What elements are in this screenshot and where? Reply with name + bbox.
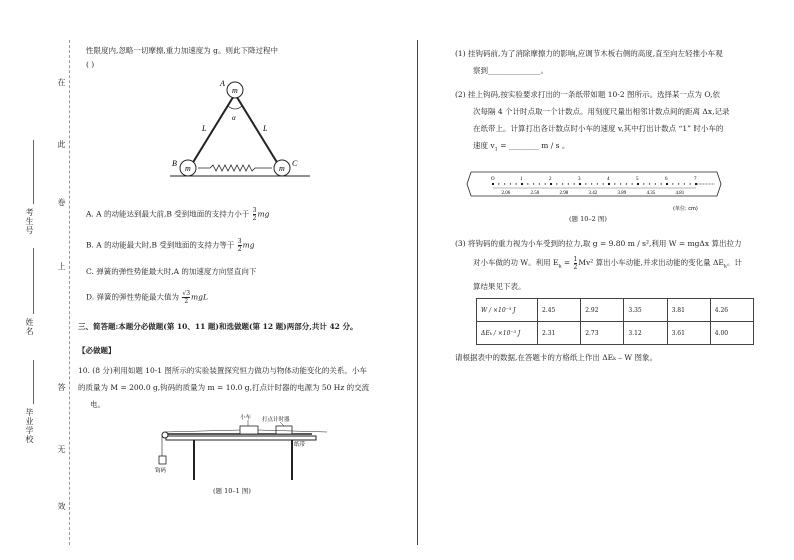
timing-dot — [706, 184, 707, 185]
option-B-frac-den: 2 — [237, 246, 242, 253]
q10-part2 — [455, 86, 729, 159]
timing-dot — [620, 183, 621, 184]
table-cell: 4.26 — [710, 299, 753, 322]
timing-dot — [614, 183, 615, 184]
table-cell: 3.12 — [624, 322, 667, 345]
option-C: C. 弹簧的弹性势能最大时,A 的加速度方向竖直向下 — [86, 267, 257, 276]
timing-dot — [699, 184, 700, 185]
q2-answer-blank[interactable]: = ________ m / s 。 — [497, 141, 570, 150]
work-energy-table — [476, 298, 754, 345]
angle-arc — [228, 106, 242, 109]
label-m-B: m — [185, 164, 191, 173]
q3-line-3: 算结果见下表。 — [473, 281, 526, 291]
q3-frac-den: 2 — [573, 263, 578, 271]
timing-dot — [603, 183, 604, 184]
q3-line-2: 对小车做的功 W。利用 $E_k$ = $\frac{1}{2}$ Mv² 算出小车动能,并求出动能的变化量 $\Delta E_k$。计 — [473, 255, 742, 271]
label-L-left: L — [202, 124, 207, 133]
timing-dot — [643, 183, 644, 184]
option-D — [86, 290, 208, 305]
distance-label: 2.06 — [501, 191, 511, 196]
q2-line-2: 次每隔 4 个计时点取一个计数点。用刻度尺量出相邻计数点间的距离 Δx,记录 — [473, 107, 730, 116]
timing-dot — [591, 183, 592, 184]
q1-answer-blank[interactable]: ______________ — [488, 66, 541, 75]
spring — [198, 165, 272, 171]
section-3-heading: 三、简答题:本题分必做题(第 10、11 题)和选做题(第 12 题)两部分,共计 42 分。 — [78, 322, 358, 331]
timing-dot — [672, 183, 673, 184]
q3-frac-num: 1 — [573, 255, 578, 263]
option-A-frac-den: 2 — [252, 215, 257, 222]
seal-char: 答 — [57, 383, 66, 392]
label-tape: 纸带 — [294, 442, 306, 448]
count-point — [608, 183, 610, 185]
option-D-frac-num: √3 — [182, 290, 191, 297]
seal-char: 此 — [57, 140, 66, 149]
cart — [240, 426, 258, 434]
timing-dot — [712, 184, 713, 185]
label-C: C — [292, 159, 298, 168]
option-D-tail: mgL — [191, 292, 208, 302]
option-A-tail: mg — [257, 209, 270, 219]
timing-dot — [568, 183, 569, 184]
table-cell: 2.45 — [538, 299, 581, 322]
timing-dot — [708, 184, 709, 185]
seal-char: 无 — [57, 445, 66, 454]
school-line — [33, 360, 34, 404]
count-point-label: 4 — [607, 177, 610, 182]
caption-10-1: (题 10–1 图) — [213, 487, 251, 495]
option-B-text: B. A 的动能最大时,B 受到地面的支持力等于 — [86, 240, 237, 250]
timing-dot — [539, 183, 540, 184]
q9-stem: 性限度内,忽略一切摩擦,重力加速度为 g。则此下降过程中 — [86, 46, 278, 55]
option-B-tail: mg — [242, 240, 255, 250]
count-point — [579, 183, 581, 185]
table-cell: 3.81 — [667, 299, 710, 322]
timing-dot — [516, 183, 517, 184]
timing-dot — [655, 183, 656, 184]
timing-dot — [533, 183, 534, 184]
table-cell: 2.92 — [581, 299, 624, 322]
exam-number-label: 考生号 — [25, 208, 34, 235]
count-point — [637, 183, 639, 185]
count-point — [695, 183, 697, 185]
option-D-text: D. 弹簧的弹性势能最大值为 — [86, 292, 182, 302]
figure-10-2-tape — [463, 166, 725, 214]
timing-dot — [527, 183, 528, 184]
timing-dot — [574, 183, 575, 184]
label-weight: 钩码 — [155, 468, 167, 474]
q10-line-3: 电。 — [90, 400, 105, 409]
timing-dot — [697, 184, 698, 185]
q10-stem — [78, 362, 369, 413]
count-point-label: 1 — [520, 177, 523, 182]
row-header-dEk: ΔEₖ / ×10⁻³ J — [477, 322, 538, 345]
name-label: 姓名 — [25, 318, 34, 336]
q10-line-1: 10. (8 分)利用如题 10-1 图所示的实验装置探究恒力做功与物体动能变化的关系。小车 — [78, 366, 367, 375]
label-alpha: α — [232, 114, 236, 122]
option-B-frac-num: 3 — [237, 238, 242, 245]
tape-unit: (单位: cm) — [673, 206, 698, 212]
count-point-label: 6 — [665, 177, 668, 182]
seal-char: 卷 — [57, 198, 66, 207]
timing-dot — [632, 183, 633, 184]
count-point — [492, 183, 494, 185]
q10-part3 — [455, 235, 742, 295]
seal-char: 在 — [57, 78, 66, 87]
count-point-label: 2 — [549, 177, 552, 182]
q2-line-1: (2) 挂上钩码,按实验要求打出的一条纸带如题 10-2 图所示。选择某一点为 O,依 — [455, 90, 720, 99]
paper-tape — [258, 430, 327, 432]
q2-line-3: 在纸带上。计算打出各计数点时小车的速度 v,其中打出计数点 “1” 时小车的 — [473, 124, 724, 133]
label-m-A: m — [232, 86, 238, 95]
seal-char: 上 — [57, 262, 66, 271]
timing-dot — [711, 184, 712, 185]
option-A-text: A. A 的动能达到最大前,B 受到地面的支持力小于 — [86, 209, 252, 219]
count-point — [550, 183, 552, 185]
figure-10-1-apparatus — [152, 412, 337, 484]
column-divider — [417, 40, 418, 545]
distance-label: 2.98 — [559, 191, 569, 196]
table-row — [477, 322, 754, 345]
table-top — [166, 436, 316, 440]
timing-dot — [504, 183, 505, 184]
label-m-C: m — [279, 164, 285, 173]
timing-dot — [498, 183, 499, 184]
required-heading: 【必做题】 — [78, 346, 116, 355]
option-D-frac-den: 2 — [184, 298, 189, 305]
label-L-right: L — [263, 124, 268, 133]
timing-dot — [705, 184, 706, 185]
q10-part1 — [455, 45, 723, 79]
count-point-label: 7 — [694, 177, 697, 182]
table-row — [477, 299, 754, 322]
timing-dot — [684, 183, 685, 184]
count-point — [666, 183, 668, 185]
timing-dot — [556, 183, 557, 184]
count-point — [521, 183, 523, 185]
timing-dot — [714, 184, 715, 185]
timing-dot — [649, 183, 650, 184]
q1-line-2: 察到______________。 — [473, 66, 548, 75]
q9-answer-bracket: ( ) — [86, 60, 95, 69]
q10-line-2: 的质量为 M = 200.0 g,钩码的质量为 m = 10.0 g,打点计时器的电源为 50 Hz 的交流 — [78, 383, 370, 392]
table-cell: 2.73 — [581, 322, 624, 345]
count-point-label: 5 — [636, 177, 639, 182]
name-line — [33, 248, 34, 314]
timer — [276, 426, 292, 434]
label-cart: 小车 — [240, 415, 252, 421]
timing-dot — [585, 183, 586, 184]
distance-label: 3.42 — [588, 191, 598, 196]
distance-label: 3.89 — [617, 191, 627, 196]
table-cell: 3.35 — [624, 299, 667, 322]
caption-10-2: (题 10–2 图) — [569, 215, 607, 223]
distance-label: 4.35 — [646, 191, 656, 196]
count-point-label: O — [491, 177, 495, 182]
seal-char: 效 — [57, 502, 66, 511]
hanging-weight — [159, 456, 166, 464]
label-timer: 打点计时器 — [262, 417, 290, 423]
timing-dot — [626, 183, 627, 184]
option-B — [86, 238, 255, 253]
timing-dot — [661, 183, 662, 184]
exam-number-line — [33, 140, 34, 204]
figure-9-diagram — [150, 76, 320, 184]
distance-label: 2.50 — [530, 191, 540, 196]
timing-dot — [703, 184, 704, 185]
timing-dot — [700, 184, 701, 185]
seal-dashed-line — [69, 40, 70, 545]
timing-dot — [678, 183, 679, 184]
school-label: 毕业学校 — [25, 408, 34, 444]
table-cell: 3.61 — [667, 322, 710, 345]
timing-dot — [709, 184, 710, 185]
label-B: B — [172, 159, 177, 168]
option-A — [86, 207, 269, 222]
pulley — [162, 432, 168, 438]
q3-line-1: (3) 将钩码的重力视为小车受到的拉力,取 g = 9.80 m / s²,利用 W = mgΔx 算出拉力 — [455, 239, 742, 248]
timing-dot — [702, 184, 703, 185]
distance-label: 4.81 — [675, 191, 685, 196]
timing-dot — [597, 183, 598, 184]
timing-dot — [690, 183, 691, 184]
timing-dot — [545, 183, 546, 184]
string-horizontal — [165, 430, 240, 432]
table-cell: 4.00 — [710, 322, 753, 345]
timing-dot — [510, 183, 511, 184]
final-instruction: 请根据表中的数据,在答题卡的方格纸上作出 ΔEₖ – W 图象。 — [455, 353, 658, 362]
table-cell: 2.31 — [538, 322, 581, 345]
count-point-label: 3 — [578, 177, 581, 182]
row-header-W: W / ×10⁻³ J — [477, 299, 538, 322]
q1-line-1: (1) 挂钩码前,为了消除摩擦力的影响,应调节木板右侧的高度,直至向左轻推小车观 — [455, 49, 723, 58]
option-A-frac-num: 3 — [252, 207, 257, 214]
q2-line-4: 速度 $v_1$ = ________ m / s 。 — [473, 141, 570, 153]
label-A: A — [220, 79, 225, 88]
timing-dot — [562, 183, 563, 184]
